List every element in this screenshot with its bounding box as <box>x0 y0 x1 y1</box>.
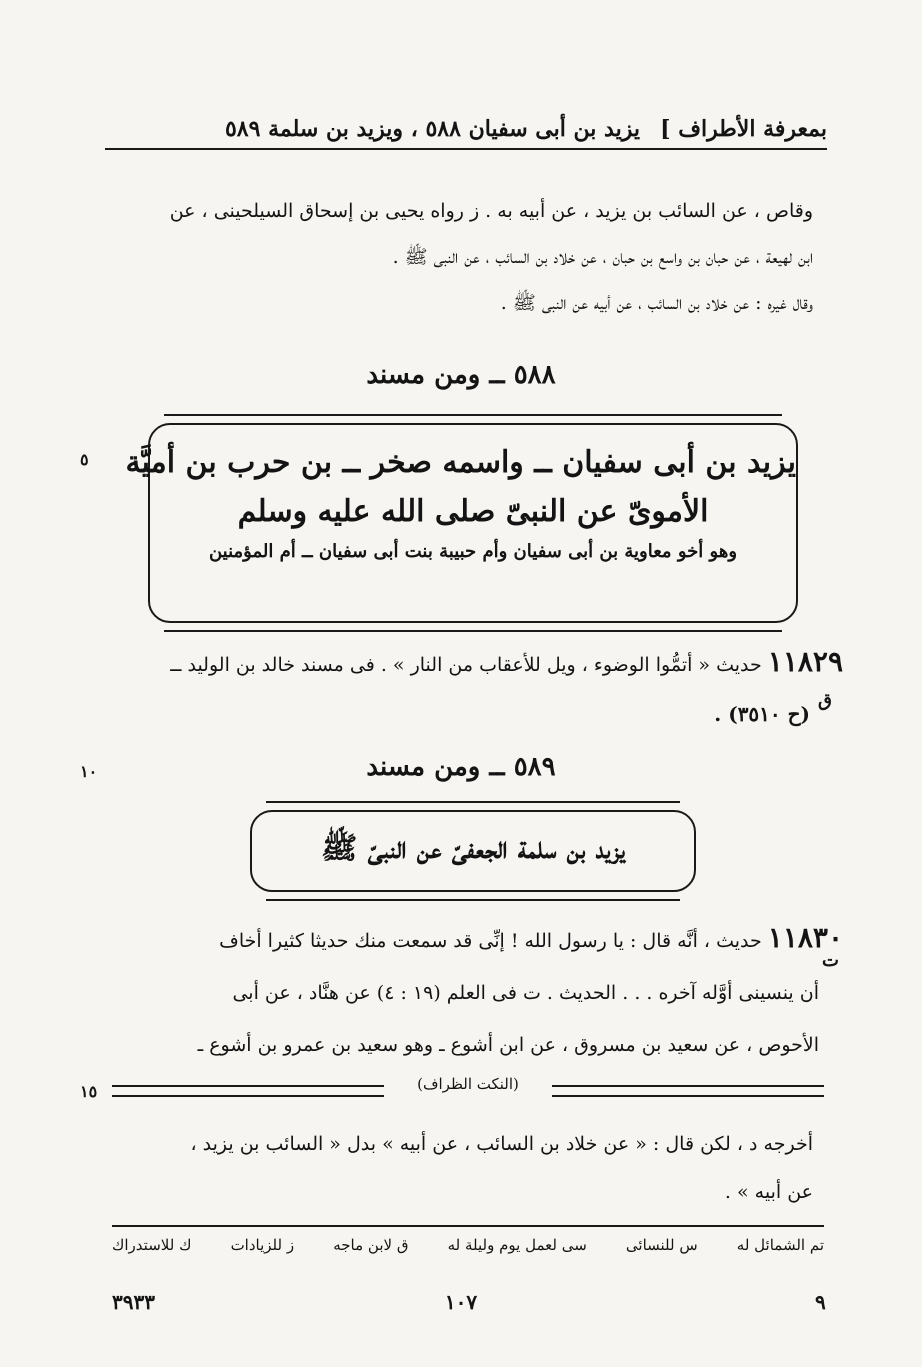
hadith-11829-side-letter: ق <box>818 690 832 711</box>
section-589-box <box>250 810 696 892</box>
legend-item: سى لعمل يوم وليلة له <box>447 1236 587 1254</box>
legend-rule <box>112 1225 824 1227</box>
hadith-11829-reference: (ح ٣٥١٠) . <box>714 702 810 726</box>
section-588-box <box>125 423 798 623</box>
header-book-title: بمعرفة الأطراف ] <box>660 116 827 142</box>
running-header <box>105 112 827 150</box>
hadith-11830-side-letter: ت <box>822 950 839 971</box>
hadith-11829 <box>105 645 843 678</box>
footer-entry-number: ٣٩٣٣ <box>112 1290 155 1314</box>
hadith-line: أن ينسينى أوَّله آخره . . . الحديث . ت فى العلم (١٩ : ٤) عن هنَّاد ، عن أبى <box>232 982 819 1004</box>
separator-rule-right <box>552 1085 824 1097</box>
margin-number-10: ١٠ <box>80 762 98 781</box>
legend-item: ز للزيادات <box>230 1236 295 1254</box>
intro-line: وقال غيره : عن خلاد بن السائب ، عن أبيه عن النبى ﷺ . <box>500 292 813 314</box>
hadith-line <box>105 912 843 967</box>
legend-item: تم الشمائل له <box>736 1236 824 1254</box>
intro-line: وقاص ، عن السائب بن يزيد ، عن أبيه به . ز رواه يحيى بن إسحاق السيلحينى ، عن <box>169 200 813 222</box>
footnote-separator <box>112 1075 824 1100</box>
separator-rule-left <box>112 1085 384 1097</box>
box-588-line-3: وهو أخو معاوية بن أبى سفيان وأم حبيبة بنت أبى سفيان ــ أم المؤمنين <box>208 541 738 562</box>
footer-volume-number: ٩ <box>815 1290 826 1314</box>
hadith-line: الأحوص ، عن سعيد بن مسروق ، عن ابن أشوع ـ وهو سعيد بن عمرو بن أشوع ـ <box>197 1034 819 1056</box>
header-section-title: يزيد بن أبى سفيان ٥٨٨ ، ويزيد بن سلمة ٥٨٩ <box>224 116 640 142</box>
footnote-line: عن أبيه » . <box>724 1181 813 1203</box>
box-589-line-1: يزيد بن سلمة الجعفىّ عن النبىّ ﷺ <box>321 831 625 866</box>
footnote-line: أخرجه د ، لكن قال : « عن خلاد بن السائب ، عن أبيه » بدل « السائب بن يزيد ، <box>190 1133 813 1155</box>
section-588-title: ٥٨٨ ــ ومن مسند <box>366 360 556 390</box>
legend-item: ك للاستدراك <box>112 1236 192 1254</box>
legend-item: ق لابن ماجه <box>333 1236 409 1254</box>
footnote-text <box>105 1120 813 1216</box>
hadith-text: حديث « أتمُّوا الوضوء ، ويل للأعقاب من النار » . فى مسند خالد بن الوليد ــ <box>170 654 762 676</box>
footer-page-number: ١٠٧ <box>444 1290 478 1314</box>
hadith-text: حديث ، أنَّه قال : يا رسول الله ! إنِّى قد سمعت منك حديثا كثيرا أخاف <box>219 930 762 952</box>
margin-number-5: ٥ <box>80 450 89 469</box>
intro-line: ابن لهيعة ، عن حبان بن واسع بن حبان ، عن خلاد بن السائب ، عن النبى ﷺ . <box>392 246 813 268</box>
legend-item: س للنسائى <box>625 1236 698 1254</box>
separator-tag: (النكت الظراف) <box>407 1075 529 1093</box>
hadith-11830 <box>105 912 843 1071</box>
margin-number-15: ١٥ <box>80 1082 98 1101</box>
section-589-title: ٥٨٩ ــ ومن مسند <box>366 752 556 782</box>
box-588-line-1: يزيد بن أبى سفيان ــ واسمه صخر ــ بن حرب بن أميَّة <box>125 445 796 480</box>
hadith-number: ١١٨٣٠ <box>767 921 843 954</box>
hadith-number: ١١٨٢٩ <box>767 645 843 678</box>
abbreviation-legend <box>112 1236 824 1254</box>
intro-paragraph <box>105 188 813 326</box>
box-588-line-2: الأموىّ عن النبىّ صلى الله عليه وسلم <box>237 494 709 529</box>
